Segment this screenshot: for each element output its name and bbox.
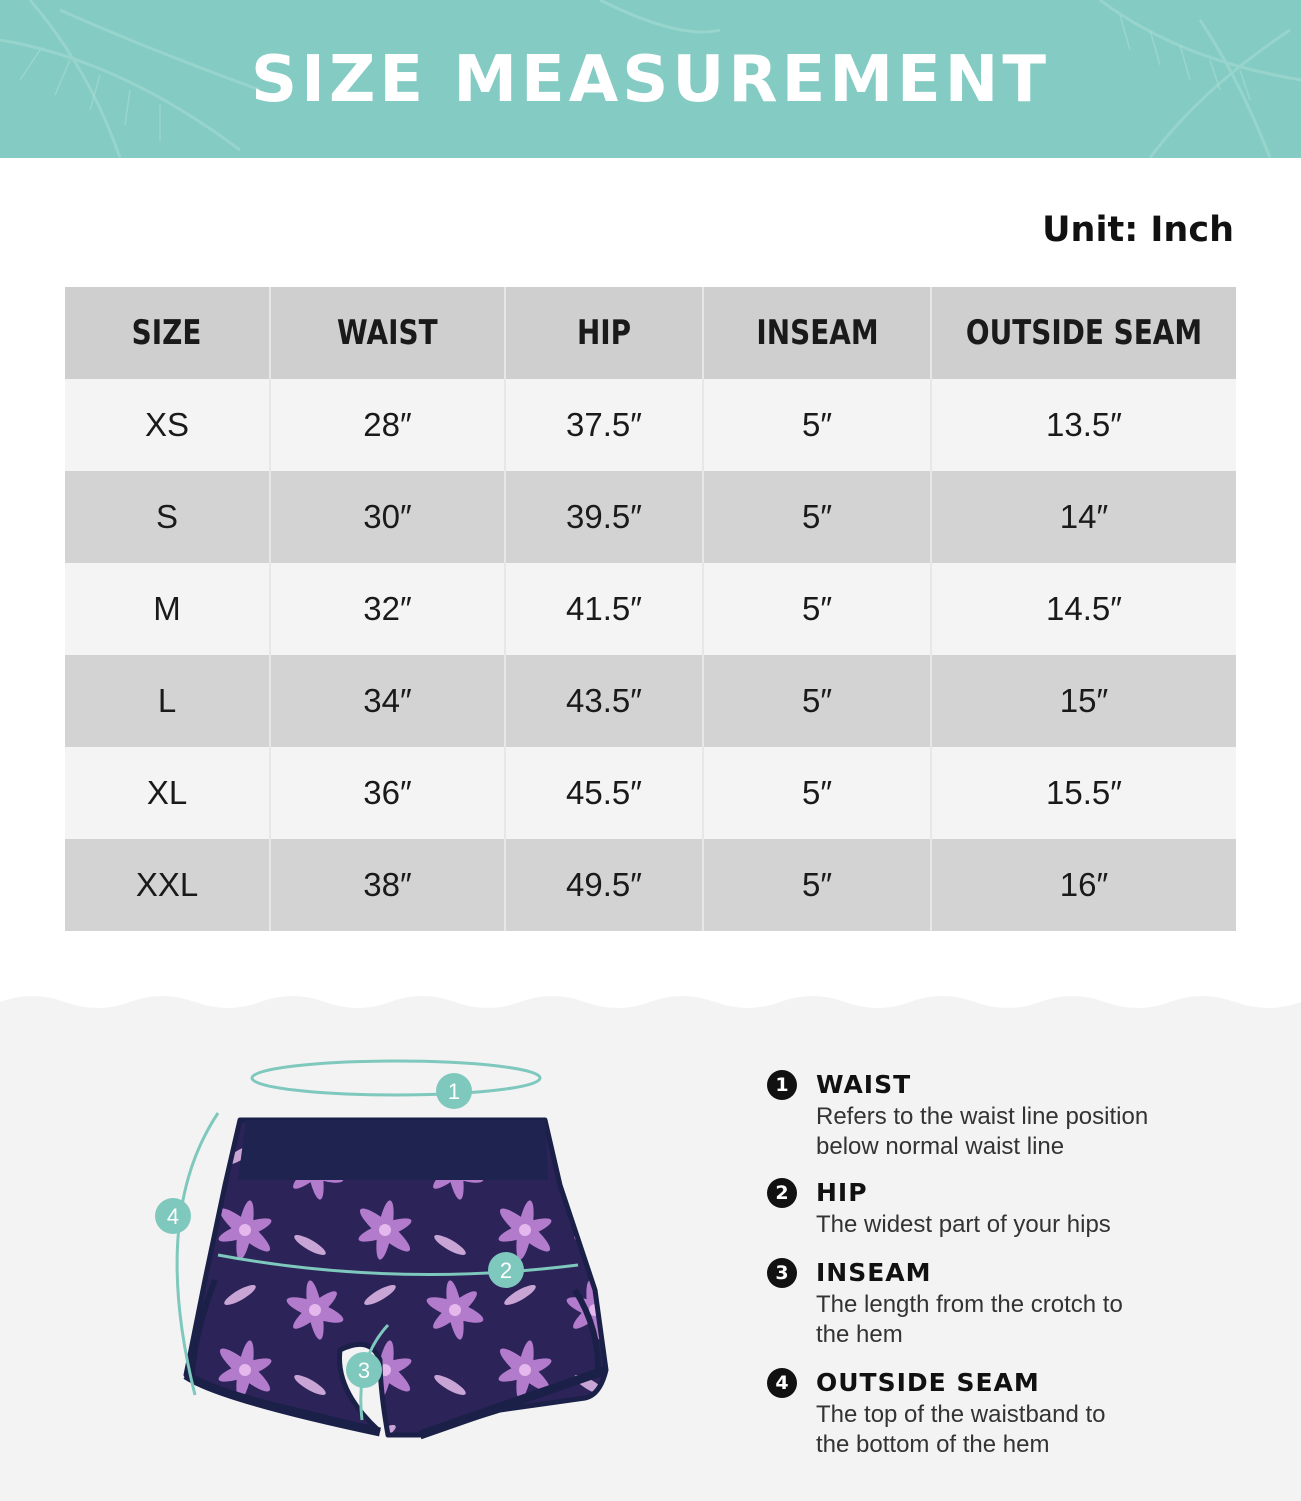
legend-title: HIP	[816, 1178, 868, 1207]
unit-label: Unit: Inch	[1042, 210, 1234, 250]
table-row	[65, 747, 1236, 839]
svg-text:3: 3	[357, 1358, 371, 1383]
table-cell: 37.5″	[505, 379, 703, 471]
table-cell: 5″	[703, 839, 931, 931]
column-header-size: SIZE	[65, 287, 270, 379]
table-cell: 36″	[270, 747, 505, 839]
column-header-waist: WAIST	[270, 287, 505, 379]
marker-1	[436, 1073, 472, 1109]
table-cell: 28″	[270, 379, 505, 471]
table-cell: 45.5″	[505, 747, 703, 839]
table-cell: 5″	[703, 379, 931, 471]
number-badge: 1	[767, 1070, 797, 1100]
table-row	[65, 655, 1236, 747]
table-cell: 32″	[270, 563, 505, 655]
number-badge: 4	[767, 1368, 797, 1398]
table-cell: 14″	[931, 471, 1236, 563]
table-cell: XL	[65, 747, 270, 839]
table-cell: S	[65, 471, 270, 563]
number-badge: 2	[767, 1178, 797, 1208]
svg-text:4: 4	[166, 1204, 180, 1229]
table-cell: 39.5″	[505, 471, 703, 563]
table-cell: 16″	[931, 839, 1236, 931]
column-header-outside-seam: OUTSIDE SEAM	[931, 287, 1236, 379]
table-cell: M	[65, 563, 270, 655]
legend-title: INSEAM	[816, 1258, 932, 1287]
table-cell: 15″	[931, 655, 1236, 747]
table-cell: XS	[65, 379, 270, 471]
legend-description: The widest part of your hips	[816, 1211, 1111, 1238]
column-header-hip: HIP	[505, 287, 703, 379]
table-cell: 34″	[270, 655, 505, 747]
shorts-illustration	[186, 1120, 606, 1435]
table-cell: 41.5″	[505, 563, 703, 655]
table-cell: 14.5″	[931, 563, 1236, 655]
table-cell: 5″	[703, 747, 931, 839]
table-cell: 49.5″	[505, 839, 703, 931]
table-cell: 30″	[270, 471, 505, 563]
table-cell: L	[65, 655, 270, 747]
header-banner	[0, 0, 1301, 158]
column-header-inseam: INSEAM	[703, 287, 931, 379]
table-row	[65, 471, 1236, 563]
table-header-row	[65, 287, 1236, 379]
legend-description: Refers to the waist line position below normal waist line	[816, 1103, 1149, 1160]
table-cell: 5″	[703, 471, 931, 563]
page-title: SIZE MEASUREMENT	[251, 43, 1050, 117]
table-row	[65, 563, 1236, 655]
legend-title: WAIST	[816, 1070, 912, 1099]
legend-title: OUTSIDE SEAM	[816, 1368, 1040, 1397]
table-row	[65, 379, 1236, 471]
table-cell: 38″	[270, 839, 505, 931]
size-chart-table	[65, 287, 1236, 931]
svg-text:1: 1	[447, 1079, 461, 1104]
table-cell: 15.5″	[931, 747, 1236, 839]
marker-3	[346, 1352, 382, 1388]
marker-4	[155, 1198, 191, 1234]
table-cell: 43.5″	[505, 655, 703, 747]
svg-text:2: 2	[499, 1258, 513, 1283]
table-cell: XXL	[65, 839, 270, 931]
table-cell: 13.5″	[931, 379, 1236, 471]
table-row	[65, 839, 1236, 931]
number-badge: 3	[767, 1258, 797, 1288]
table-cell: 5″	[703, 655, 931, 747]
legend-description: The length from the crotch to the hem	[816, 1291, 1123, 1348]
marker-2	[488, 1252, 524, 1288]
legend-description: The top of the waistband to the bottom of the hem	[816, 1401, 1106, 1458]
table-cell: 5″	[703, 563, 931, 655]
